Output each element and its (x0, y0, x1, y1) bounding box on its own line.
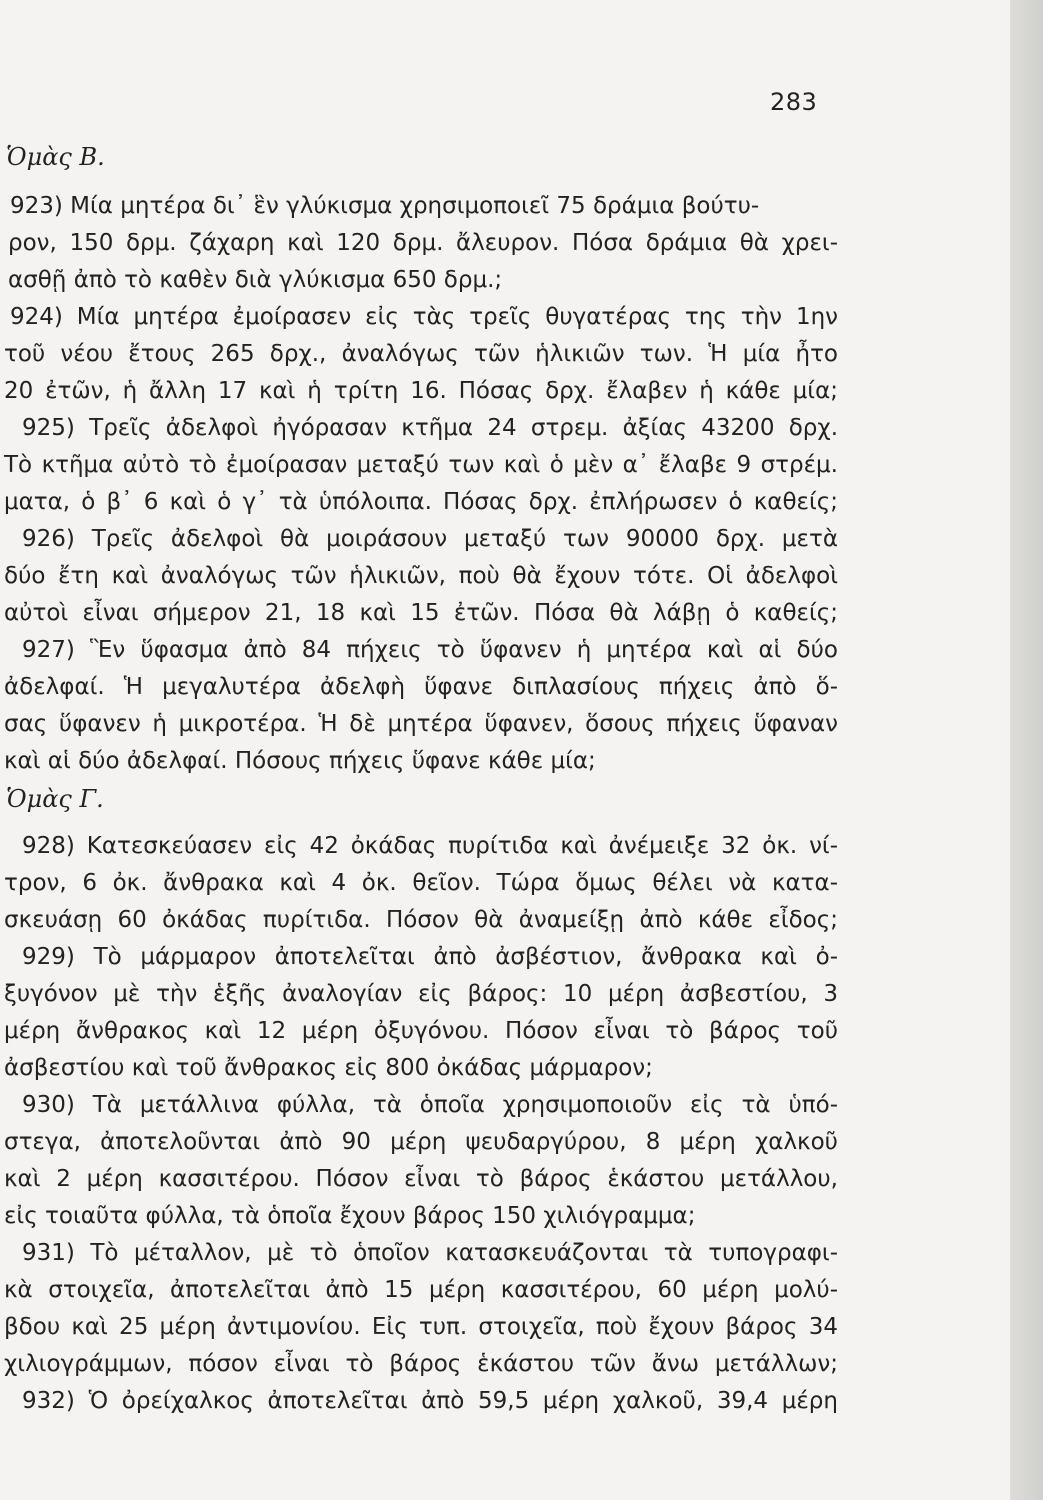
text-line: ασθῇ ἀπὸ τὸ καθὲν διὰ γλύκισμα 650 δρμ.; (8, 267, 503, 293)
text-line: δύο ἔτη καὶ ἀναλόγως τῶν ἡλικιῶν, ποὺ θὰ ἔχουν τότε. Οἱ ἀδελφοὶ (4, 563, 838, 589)
section-heading-group-g: Ὁμὰς Γ. (6, 785, 104, 813)
text-line: 926) Τρεῖς ἀδελφοὶ θὰ μοιράσουν μεταξύ των 90000 δρχ. μετὰ (22, 526, 838, 552)
text-line: 931) Τὸ μέταλλον, μὲ τὸ ὁποῖον κατασκευάζονται τὰ τυπογραφι- (22, 1240, 838, 1266)
text-line: τοῦ νέου ἔτους 265 δρχ., ἀναλόγως τῶν ἡλικιῶν των. Ἡ μία ἦτο (4, 341, 838, 367)
section-heading-group-b: Ὁμὰς Β. (6, 143, 105, 171)
text-line: 928) Κατεσκεύασεν εἰς 42 ὀκάδας πυρίτιδα καὶ ἀνέμειξε 32 ὀκ. νί- (22, 833, 838, 859)
page-number: 283 (770, 88, 818, 116)
text-line: σας ὕφανεν ἡ μικροτέρα. Ἡ δὲ μητέρα ὕφανεν, ὅσους πήχεις ὕφαναν (4, 711, 838, 737)
text-line: 930) Τὰ μετάλλινα φύλλα, τὰ ὁποῖα χρησιμοποιοῦν εἰς τὰ ὑπό- (22, 1092, 838, 1118)
text-line: ματα, ὁ β᾽ 6 καὶ ὁ γ᾽ τὰ ὑπόλοιπα. Πόσας δρχ. ἐπλήρωσεν ὁ καθείς; (4, 489, 838, 515)
text-line: κὰ στοιχεῖα, ἀποτελεῖται ἀπὸ 15 μέρη κασσιτέρου, 60 μέρη μολύ- (4, 1277, 838, 1303)
text-line: Τὸ κτῆμα αὐτὸ τὸ ἐμοίρασαν μεταξύ των καὶ ὁ μὲν α᾽ ἔλαβε 9 στρέμ. (4, 452, 838, 478)
text-line: 924) Μία μητέρα ἐμοίρασεν εἰς τὰς τρεῖς θυγατέρας της τὴν 1ην (10, 304, 838, 330)
text-line: 925) Τρεῖς ἀδελφοὶ ἠγόρασαν κτῆμα 24 στρεμ. ἀξίας 43200 δρχ. (22, 415, 838, 441)
page-edge (1010, 0, 1043, 1500)
text-line: τρον, 6 ὀκ. ἄνθρακα καὶ 4 ὀκ. θεῖον. Τώρα ὅμως θέλει νὰ κατα- (4, 870, 838, 896)
text-line: 932) Ὁ ὀρείχαλκος ἀποτελεῖται ἀπὸ 59,5 μέρη χαλκοῦ, 39,4 μέρη (22, 1388, 838, 1414)
text-line: μέρη ἄνθρακος καὶ 12 μέρη ὀξυγόνου. Πόσον εἶναι τὸ βάρος τοῦ (4, 1018, 838, 1044)
text-line: 20 ἐτῶν, ἡ ἄλλη 17 καὶ ἡ τρίτη 16. Πόσας δρχ. ἔλαβεν ἡ κάθε μία; (4, 378, 838, 404)
text-line: 927) Ἓν ὕφασμα ἀπὸ 84 πήχεις τὸ ὕφανεν ἡ μητέρα καὶ αἱ δύο (22, 637, 838, 663)
text-line: 923) Μία μητέρα δι᾽ ἓν γλύκισμα χρησιμοποιεῖ 75 δράμια βούτυ- (10, 193, 760, 219)
text-line: ξυγόνον μὲ τὴν ἑξῆς ἀναλογίαν εἰς βάρος: 10 μέρη ἀσβεστίου, 3 (4, 981, 838, 1007)
text-line: καὶ αἱ δύο ἀδελφαί. Πόσους πήχεις ὕφανε κάθε μία; (4, 748, 596, 774)
text-line: 929) Τὸ μάρμαρον ἀποτελεῖται ἀπὸ ἀσβέστιον, ἄνθρακα καὶ ὀ- (22, 944, 838, 970)
text-line: βδου καὶ 25 μέρη ἀντιμονίου. Εἰς τυπ. στοιχεῖα, ποὺ ἔχουν βάρος 34 (4, 1314, 838, 1340)
text-line: σκευάσῃ 60 ὀκάδας πυρίτιδα. Πόσον θὰ ἀναμείξῃ ἀπὸ κάθε εἶδος; (4, 907, 838, 933)
text-line: εἰς τοιαῦτα φύλλα, τὰ ὁποῖα ἔχουν βάρος 150 χιλιόγραμμα; (4, 1203, 696, 1229)
text-line: ρον, 150 δρμ. ζάχαρη καὶ 120 δρμ. ἄλευρον. Πόσα δράμια θὰ χρει- (8, 230, 838, 256)
text-line: χιλιογράμμων, πόσον εἶναι τὸ βάρος ἑκάστου τῶν ἄνω μετάλλων; (4, 1351, 838, 1377)
text-line: ἀδελφαί. Ἡ μεγαλυτέρα ἀδελφὴ ὕφανε διπλασίους πήχεις ἀπὸ ὅ- (4, 674, 838, 700)
text-line: καὶ 2 μέρη κασσιτέρου. Πόσον εἶναι τὸ βάρος ἑκάστου μετάλλου, (4, 1166, 838, 1192)
text-line: αὐτοὶ εἶναι σήμερον 21, 18 καὶ 15 ἐτῶν. Πόσα θὰ λάβῃ ὁ καθείς; (4, 600, 838, 626)
text-line: στεγα, ἀποτελοῦνται ἀπὸ 90 μέρη ψευδαργύρου, 8 μέρη χαλκοῦ (4, 1129, 838, 1155)
text-line: ἀσβεστίου καὶ τοῦ ἄνθρακος εἰς 800 ὀκάδας μάρμαρον; (4, 1055, 653, 1081)
